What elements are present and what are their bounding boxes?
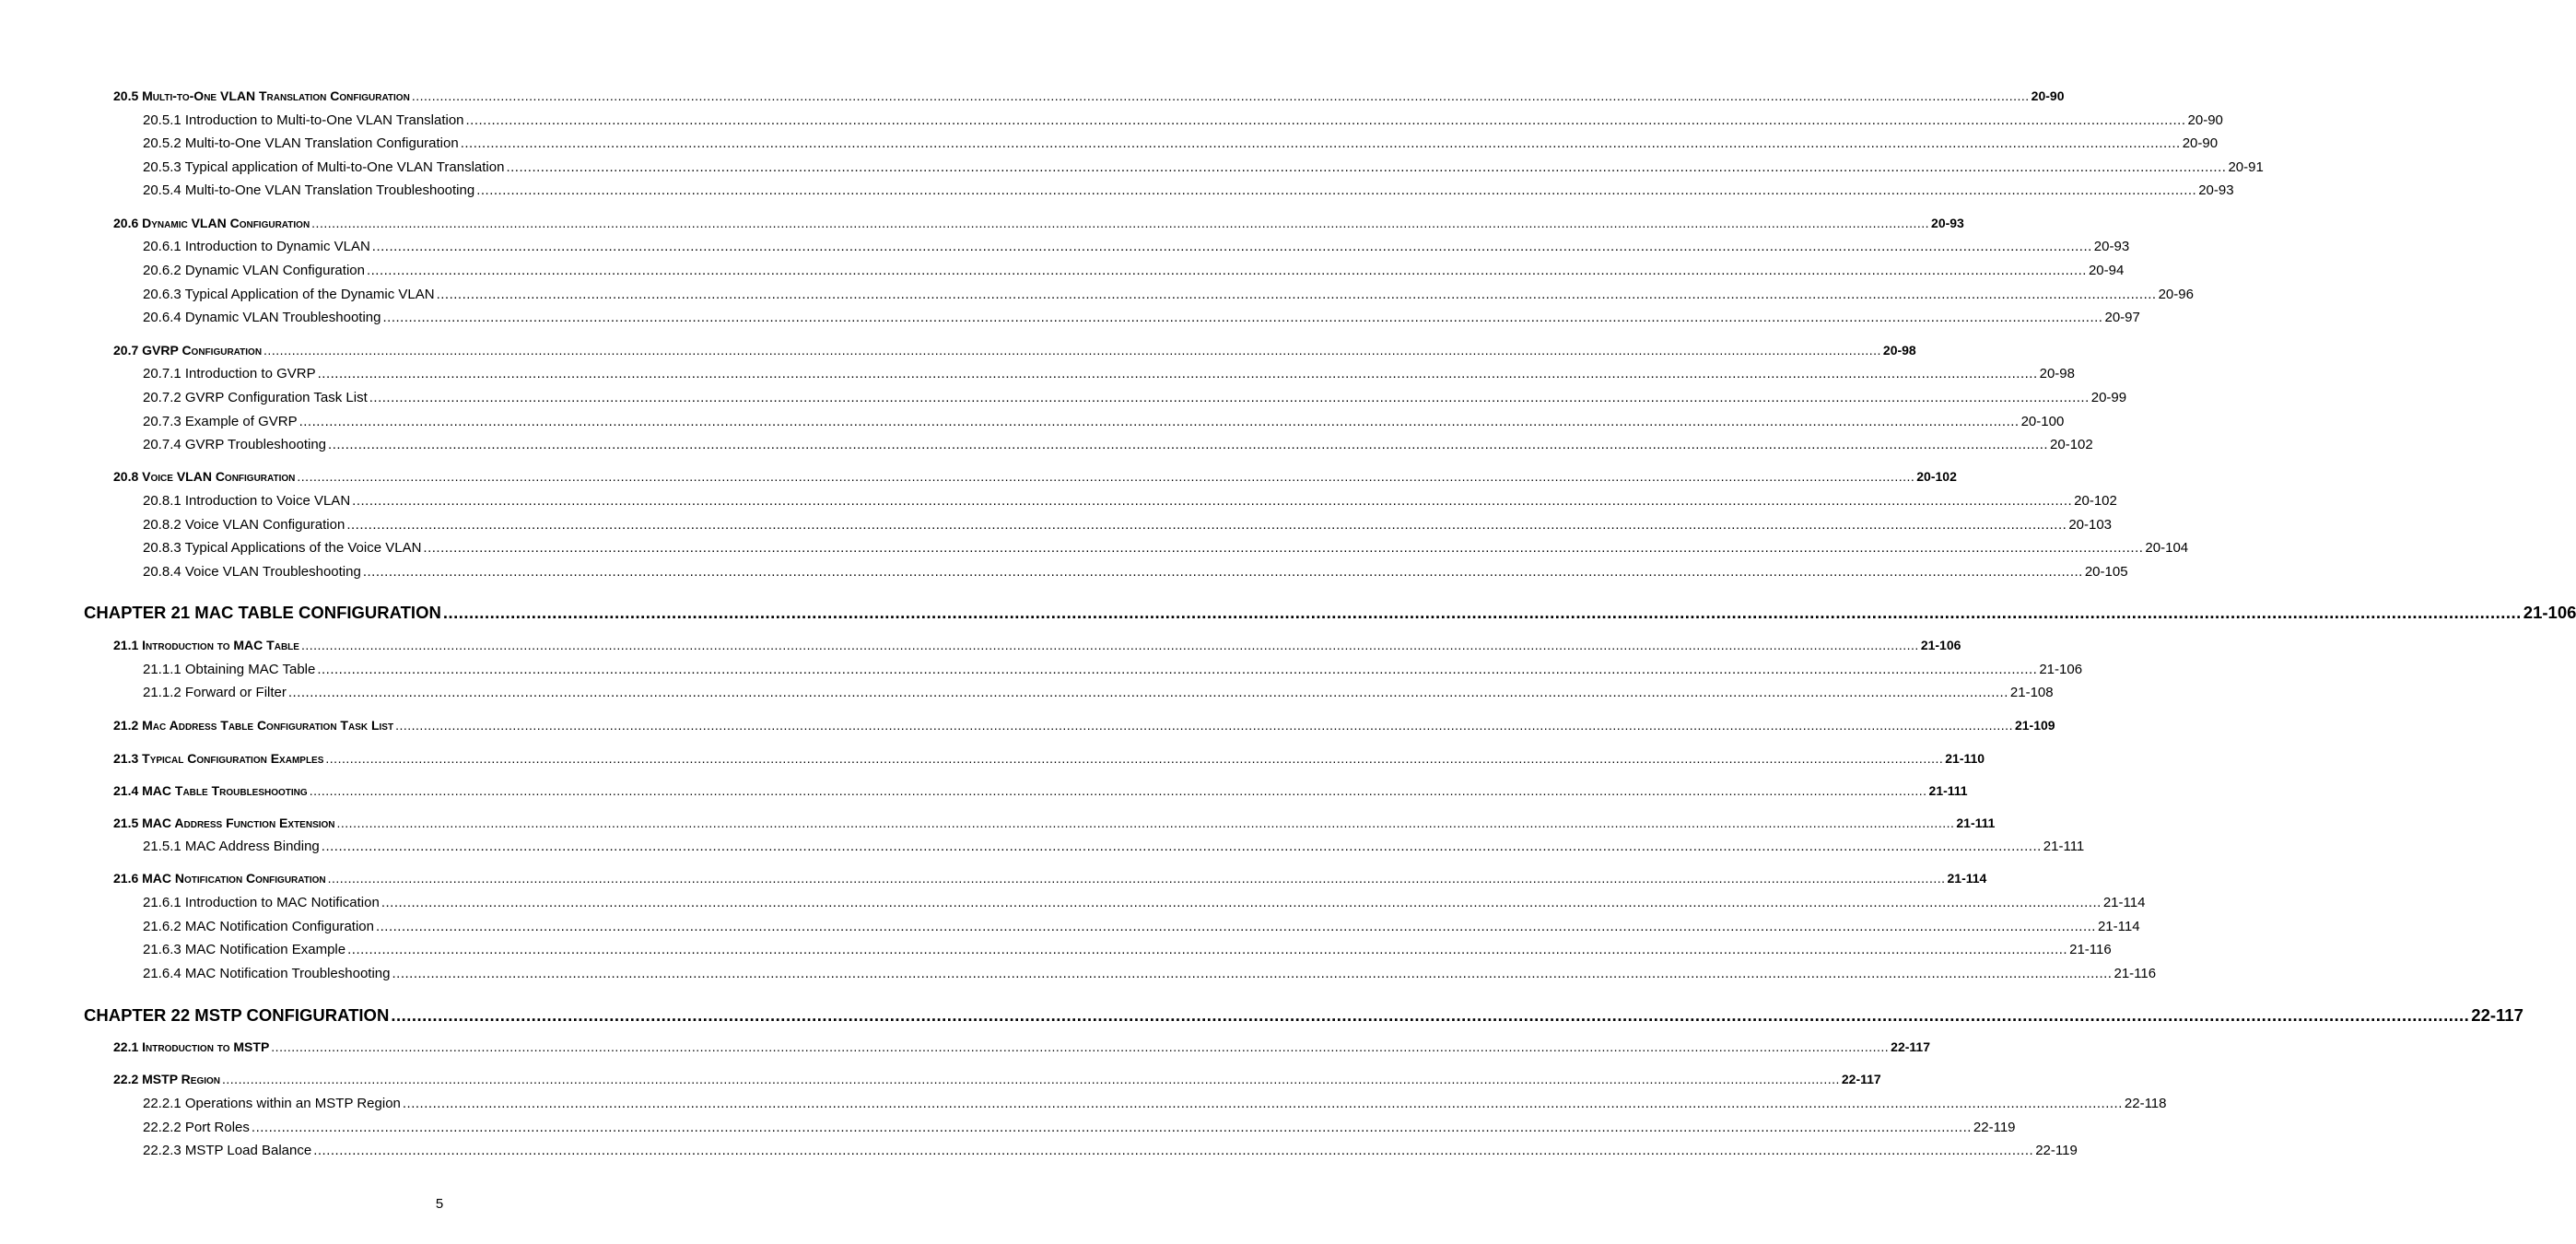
dot-leader: ................................................................................................................................................................................................................................................................................................................................................................................................................ [381,895,2102,910]
toc-entry-sub[interactable] [143,182,2234,198]
toc-entry-sub[interactable] [143,414,2065,429]
dot-leader: ................................................................................................................................................................................................................................................................................................................................................................................................................ [317,366,2038,381]
dot-leader: ................................................................................................................................................................................................................................................................................................................................................................................................................ [317,662,2038,677]
toc-entry-sub[interactable] [143,1096,2167,1111]
toc-entry-sub[interactable] [143,493,2117,509]
toc-entry-title: 20.6 Dynamic VLAN Configuration [113,216,310,230]
toc-entry-page: 21-106 [1920,638,1961,652]
dot-leader: ................................................................................................................................................................................................................................................................................................................................................................................................................ [336,816,1955,830]
toc-entry-title: 20.7 GVRP Configuration [113,343,263,358]
toc-entry-title: 21.6 MAC Notification Configuration [113,871,326,886]
toc-entry-section[interactable] [113,343,1916,358]
toc-entry-title: 22.2.1 Operations within an MSTP Region [143,1096,401,1111]
dot-leader: ................................................................................................................................................................................................................................................................................................................................................................................................................ [436,287,2157,302]
page-number: 5 [435,1196,444,1212]
toc-entry-page: 22-118 [2124,1096,2167,1111]
toc-entry-page: 20-103 [2068,517,2113,533]
toc-entry-title: 20.8.3 Typical Applications of the Voice VLAN [143,540,422,556]
dot-leader: ................................................................................................................................................................................................................................................................................................................................................................................................................ [460,135,2181,151]
toc-entry-sub[interactable] [143,287,2194,302]
dot-leader: ................................................................................................................................................................................................................................................................................................................................................................................................................ [251,1120,1972,1135]
toc-entry-sub[interactable] [143,564,2128,580]
toc-entry-sub[interactable] [143,366,2075,381]
toc-entry-sub[interactable] [143,895,2146,910]
toc-entry-section[interactable] [113,1039,1930,1054]
toc-entry-section[interactable] [113,216,1964,230]
toc-entry-sub[interactable] [143,1143,2078,1158]
dot-leader: ................................................................................................................................................................................................................................................................................................................................................................................................................ [402,1096,2123,1111]
toc-entry-title: CHAPTER 21 MAC TABLE CONFIGURATION [84,603,441,622]
toc-entry-title: 20.5.4 Multi-to-One VLAN Translation Troubleshooting [143,182,475,198]
toc-entry-sub[interactable] [143,966,2157,981]
toc-entry-sub[interactable] [143,919,2140,934]
toc-entry-page: 22-117 [2471,1005,2523,1025]
toc-entry-section[interactable] [113,638,1961,652]
toc-entry-title: 20.8.1 Introduction to Voice VLAN [143,493,351,509]
dot-leader: ................................................................................................................................................................................................................................................................................................................................................................................................................ [411,88,2030,103]
toc-entry-section[interactable] [113,469,1957,484]
toc-entry-title: 20.7.3 Example of GVRP [143,414,298,429]
toc-entry-page: 20-90 [2031,88,2065,103]
toc-entry-sub[interactable] [143,159,2264,175]
dot-leader: ................................................................................................................................................................................................................................................................................................................................................................................................................ [395,718,2013,733]
toc-entry-title: 22.2.2 Port Roles [143,1120,250,1135]
toc-entry-section[interactable] [113,1072,1881,1086]
toc-entry-page: 20-93 [2093,239,2130,254]
toc-entry-title: 20.7.4 GVRP Troubleshooting [143,437,327,452]
toc-entry-sub[interactable] [143,390,2127,405]
toc-entry-sub[interactable] [143,239,2130,254]
toc-entry-page: 20-94 [2088,263,2125,278]
dot-leader: ................................................................................................................................................................................................................................................................................................................................................................................................................ [506,159,2227,175]
toc-entry-page: 20-93 [1931,216,1964,230]
toc-entry-title: 21.1.2 Forward or Filter [143,685,287,700]
dot-leader: ................................................................................................................................................................................................................................................................................................................................................................................................................ [271,1039,1890,1054]
toc-entry-sub[interactable] [143,685,2054,700]
dot-leader: ................................................................................................................................................................................................................................................................................................................................................................................................................ [346,517,2067,533]
toc-entry-title: 21.6.4 MAC Notification Troubleshooting [143,966,391,981]
dot-leader: ................................................................................................................................................................................................................................................................................................................................................................................................................ [327,871,1946,886]
toc-entry-sub[interactable] [143,662,2083,677]
toc-entry-title: 20.5.1 Introduction to Multi-to-One VLAN Translation [143,112,464,128]
toc-entry-page: 20-105 [2084,564,2128,580]
toc-entry-page: 21-106 [2039,662,2083,677]
toc-entry-title: 20.8.2 Voice VLAN Configuration [143,517,345,533]
toc-entry-page: 20-99 [2090,390,2127,405]
toc-entry-page: 20-98 [2039,366,2075,381]
dot-leader: ................................................................................................................................................................................................................................................................................................................................................................................................................ [369,390,2090,405]
toc-entry-page: 20-100 [2020,414,2065,429]
toc-entry-title: 20.6.4 Dynamic VLAN Troubleshooting [143,310,381,325]
dot-leader: ................................................................................................................................................................................................................................................................................................................................................................................................................ [297,469,1915,484]
toc-entry-title: 22.2.3 MSTP Load Balance [143,1143,312,1158]
dot-leader: ................................................................................................................................................................................................................................................................................................................................................................................................................ [362,564,2083,580]
toc-entry-title: 20.7.1 Introduction to GVRP [143,366,316,381]
toc-entry-sub[interactable] [143,540,2189,556]
toc-entry-title: 21.4 MAC Table Troubleshooting [113,783,308,798]
toc-entry-page: 20-90 [2182,135,2219,151]
toc-entry-section[interactable] [113,871,1987,886]
toc-entry-page: 20-98 [1882,343,1916,358]
dot-leader: ................................................................................................................................................................................................................................................................................................................................................................................................................ [382,310,2103,325]
dot-leader: ................................................................................................................................................................................................................................................................................................................................................................................................................ [287,685,2008,700]
toc-entry-title: 21.1.1 Obtaining MAC Table [143,662,316,677]
toc-entry-page: 21-111 [1956,816,1996,830]
dot-leader: ................................................................................................................................................................................................................................................................................................................................................................................................................ [392,966,2113,981]
dot-leader: ................................................................................................................................................................................................................................................................................................................................................................................................................ [300,638,1919,652]
toc-entry-sub[interactable] [143,1120,2016,1135]
toc-entry-title: 20.6.1 Introduction to Dynamic VLAN [143,239,370,254]
dot-leader: ................................................................................................................................................................................................................................................................................................................................................................................................................ [423,540,2144,556]
toc-entry-page: 22-119 [2035,1143,2078,1158]
toc-entry-chapter[interactable] [84,603,2576,623]
dot-leader: ................................................................................................................................................................................................................................................................................................................................................................................................................ [328,437,2049,452]
toc-entry-page: 20-96 [2158,287,2194,302]
dot-leader: ................................................................................................................................................................................................................................................................................................................................................................................................................ [311,216,1930,230]
toc-entry-title: 20.7.2 GVRP Configuration Task List [143,390,368,405]
toc-entry-title: 21.5 MAC Address Function Extension [113,816,335,830]
toc-entry-title: CHAPTER 22 MSTP CONFIGURATION [84,1005,390,1025]
dot-leader: ................................................................................................................................................................................................................................................................................................................................................................................................................ [352,493,2073,509]
toc-entry-title: 20.8 Voice VLAN Configuration [113,469,296,484]
toc-entry-title: 22.2 MSTP Region [113,1072,221,1086]
toc-entry-section[interactable] [113,783,1968,798]
toc-entry-page: 21-111 [2043,839,2085,854]
toc-entry-title: 22.1 Introduction to MSTP [113,1039,270,1054]
toc-entry-page: 21-106 [2523,603,2576,622]
dot-leader: ................................................................................................................................................................................................................................................................................................................................................................................................................ [465,112,2186,128]
toc-entry-title: 20.8.4 Voice VLAN Troubleshooting [143,564,361,580]
toc-entry-page: 20-102 [2050,437,2093,452]
dot-leader: ................................................................................................................................................................................................................................................................................................................................................................................................................ [375,919,2096,934]
toc-entry-page: 20-102 [1916,469,1957,484]
dot-leader: ................................................................................................................................................................................................................................................................................................................................................................................................................ [325,751,1944,766]
toc-entry-page: 20-90 [2187,112,2223,128]
toc-entry-sub[interactable] [143,942,2112,957]
toc-entry-page: 21-110 [1945,751,1985,766]
dot-leader: ................................................................................................................................................................................................................................................................................................................................................................................................................ [442,603,2522,622]
toc-entry-page: 21-111 [1928,783,1968,798]
toc-entry-sub[interactable] [143,310,2140,325]
toc-entry-sub[interactable] [143,517,2113,533]
toc-entry-title: 20.5.2 Multi-to-One VLAN Translation Configuration [143,135,459,151]
toc-entry-sub[interactable] [143,437,2093,452]
toc-entry-page: 21-114 [2102,895,2146,910]
dot-leader: ................................................................................................................................................................................................................................................................................................................................................................................................................ [366,263,2087,278]
toc-entry-section[interactable] [113,88,2065,103]
toc-entry-title: 21.6.2 MAC Notification Configuration [143,919,374,934]
toc-entry-page: 22-117 [1891,1039,1930,1054]
toc-entry-section[interactable] [113,718,2055,733]
toc-entry-page: 21-116 [2069,942,2112,957]
dot-leader: ................................................................................................................................................................................................................................................................................................................................................................................................................ [299,414,2020,429]
toc-entry-sub[interactable] [143,263,2125,278]
toc-entry-title: 20.5.3 Typical application of Multi-to-One VLAN Translation [143,159,505,175]
toc-entry-title: 21.6.3 MAC Notification Example [143,942,346,957]
dot-leader: ................................................................................................................................................................................................................................................................................................................................................................................................................ [309,783,1927,798]
toc-entry-page: 22-119 [1973,1120,2016,1135]
toc-entry-page: 21-114 [2097,919,2140,934]
toc-entry-sub[interactable] [143,112,2223,128]
toc-entry-title: 21.5.1 MAC Address Binding [143,839,320,854]
toc-entry-title: 21.3 Typical Configuration Examples [113,751,324,766]
toc-entry-page: 22-117 [1841,1072,1881,1086]
toc-entry-sub[interactable] [143,135,2219,151]
toc-entry-page: 21-114 [1947,871,1987,886]
dot-leader: ................................................................................................................................................................................................................................................................................................................................................................................................................ [476,182,2197,198]
toc-entry-title: 21.6.1 Introduction to MAC Notification [143,895,380,910]
dot-leader: ................................................................................................................................................................................................................................................................................................................................................................................................................ [391,1005,2470,1025]
toc-entry-page: 20-104 [2145,540,2189,556]
dot-leader: ................................................................................................................................................................................................................................................................................................................................................................................................................ [347,942,2068,957]
dot-leader: ................................................................................................................................................................................................................................................................................................................................................................................................................ [222,1072,1840,1086]
dot-leader: ................................................................................................................................................................................................................................................................................................................................................................................................................ [313,1143,2034,1158]
toc-entry-title: 21.2 Mac Address Table Configuration Task List [113,718,394,733]
toc-entry-page: 20-102 [2074,493,2117,509]
toc-entry-title: 20.6.2 Dynamic VLAN Configuration [143,263,365,278]
toc-entry-title: 21.1 Introduction to MAC Table [113,638,299,652]
toc-entry-title: 20.5 Multi-to-One VLAN Translation Configuration [113,88,410,103]
dot-leader: ................................................................................................................................................................................................................................................................................................................................................................................................................ [321,839,2042,854]
dot-leader: ................................................................................................................................................................................................................................................................................................................................................................................................................ [263,343,1881,358]
toc-entry-title: 20.6.3 Typical Application of the Dynamic VLAN [143,287,435,302]
toc-entry-section[interactable] [113,816,1996,830]
toc-entry-section[interactable] [113,751,1985,766]
toc-entry-sub[interactable] [143,839,2085,854]
toc-entry-page: 21-108 [2009,685,2054,700]
toc-entry-page: 21-116 [2113,966,2157,981]
toc-entry-chapter[interactable] [84,1005,2523,1026]
toc-entry-page: 20-91 [2228,159,2264,175]
dot-leader: ................................................................................................................................................................................................................................................................................................................................................................................................................ [371,239,2092,254]
toc-entry-page: 20-97 [2104,310,2140,325]
toc-entry-page: 20-93 [2198,182,2234,198]
toc-entry-page: 21-109 [2014,718,2055,733]
